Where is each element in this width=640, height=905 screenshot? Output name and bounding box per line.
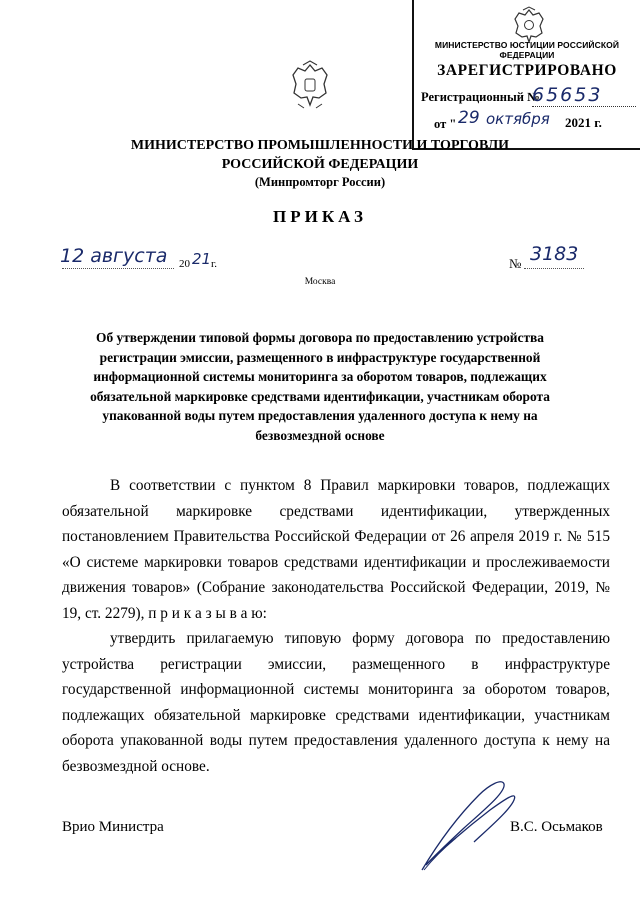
document-type: ПРИКАЗ (273, 207, 367, 226)
order-subject: Об утверждении типовой формы договора по предоставлению устройства регистрации эмиссии, размещенного в инфраструктуре государственной информационной системы мониторинга за оборотом товаров, подлежащих обязательной маркировке средствами идентификации, участникам оборота упакованной воды путем предоставления удаленного доступа к нему на безвозмездной основе (90, 330, 550, 443)
ministry-name-line1: МИНИСТЕРСТВО ПРОМЫШЛЕННОСТИ И ТОРГОВЛИ (130, 138, 510, 153)
year-prefix: 20 (179, 258, 190, 270)
body-paragraph-1 (62, 473, 610, 627)
coat-of-arms-icon (288, 60, 332, 112)
ministry-short-name: (Минпромторг России) (254, 175, 386, 189)
handwritten-signature (394, 770, 524, 880)
number-underline (524, 268, 584, 269)
stamp-date-prefix: от " (434, 117, 457, 131)
order-date-handwritten: 12 августа (60, 245, 168, 267)
stamp-date-month: октября (486, 110, 550, 128)
registration-stamp (412, 0, 640, 150)
stamp-ministry-label: МИНИСТЕРСТВО ЮСТИЦИИ РОССИЙСКОЙ ФЕДЕРАЦИИ (434, 40, 620, 60)
order-number-label: № (509, 256, 522, 271)
date-underline (62, 268, 174, 269)
signer-position: Врио Министра (62, 819, 164, 835)
stamp-date-year: 2021 г. (565, 115, 602, 130)
body-paragraph-1-text: В соответствии с пунктом 8 Правил маркировки товаров, подлежащих обязательной маркировке средствами идентификации, утвержденных постановлением Правительства Российской Федерации от 26 апреля 2019 г. № 515 «О системе маркировки товаров средствами идентификации и прослеживаемости движения товаров» (Собрание законодательства Российской Федерации, 2019, № 19, ст. 2279), п р и к а з ы в а ю: (62, 477, 610, 622)
city-label: Москва (304, 277, 336, 287)
order-number-handwritten: 3183 (530, 243, 579, 265)
year-unit: г. (211, 258, 218, 270)
body-paragraph-2-text: утвердить прилагаемую типовую форму договора по предоставлению устройства регистрации эмиссии, размещенного в инфраструктуре государственной информационной системы мониторинга за оборотом товаров, подлежащих обязательной маркировке средствами идентификации, участникам оборота упакованной воды путем предоставления удаленного доступа к нему на безвозмездной основе. (62, 630, 610, 775)
body-paragraph-2 (62, 626, 610, 780)
stamp-registered-label: ЗАРЕГИСТРИРОВАНО (437, 62, 617, 79)
signer-name: В.С. Осьмаков (510, 819, 603, 835)
year-suffix-handwritten: 21 (192, 250, 212, 268)
stamp-date-day: 29 (458, 108, 480, 128)
stamp-number-label: Регистрационный № (421, 90, 540, 104)
stamp-registration-number: 65653 (532, 84, 636, 107)
ministry-name-line2: РОССИЙСКОЙ ФЕДЕРАЦИИ (221, 157, 419, 172)
